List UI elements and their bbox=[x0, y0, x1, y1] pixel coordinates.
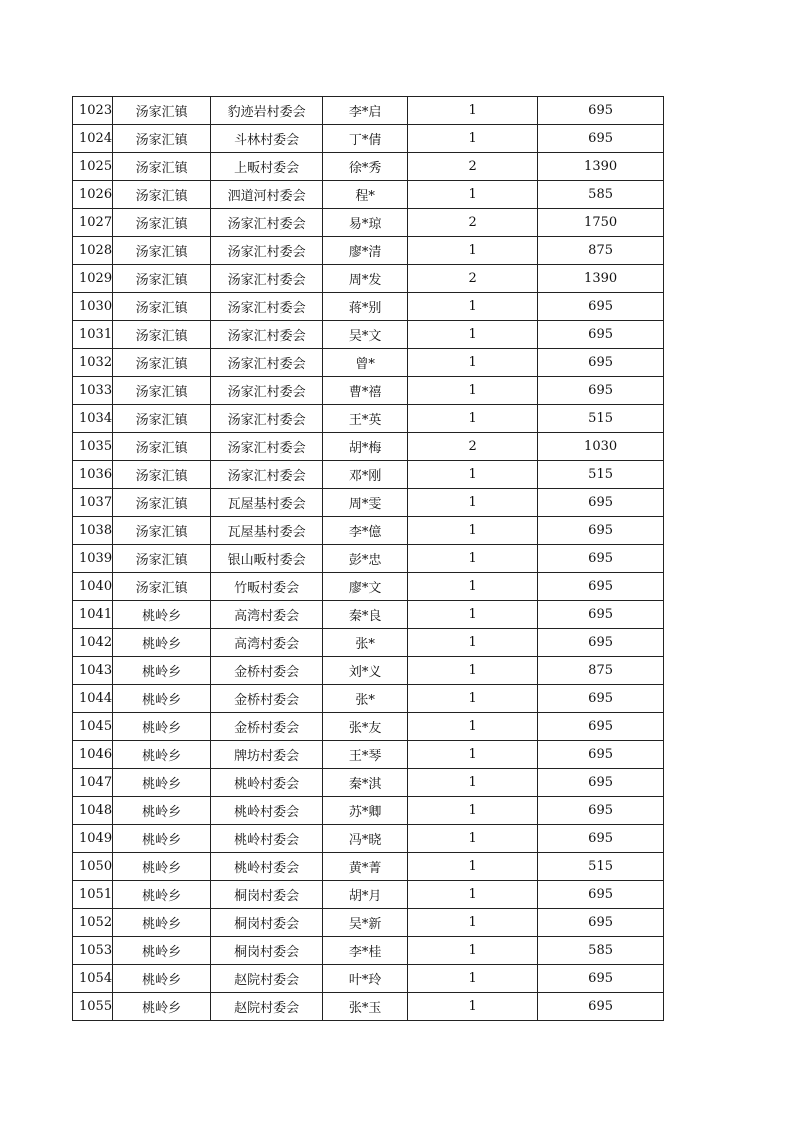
amount-cell: 875 bbox=[538, 237, 664, 265]
row-number-cell: 1052 bbox=[73, 909, 113, 937]
name-cell: 秦*淇 bbox=[323, 769, 408, 797]
count-cell: 1 bbox=[408, 349, 538, 377]
table-row bbox=[73, 405, 664, 433]
amount-cell: 585 bbox=[538, 937, 664, 965]
village-committee-cell: 桐岗村委会 bbox=[211, 937, 323, 965]
name-cell: 周*发 bbox=[323, 265, 408, 293]
name-cell: 曹*禧 bbox=[323, 377, 408, 405]
town-cell: 汤家汇镇 bbox=[113, 517, 211, 545]
village-committee-cell: 泗道河村委会 bbox=[211, 181, 323, 209]
row-number-cell: 1046 bbox=[73, 741, 113, 769]
count-cell: 1 bbox=[408, 489, 538, 517]
name-cell: 刘*义 bbox=[323, 657, 408, 685]
row-number-cell: 1025 bbox=[73, 153, 113, 181]
village-committee-cell: 汤家汇村委会 bbox=[211, 433, 323, 461]
village-committee-cell: 桃岭村委会 bbox=[211, 853, 323, 881]
table-row bbox=[73, 237, 664, 265]
count-cell: 1 bbox=[408, 237, 538, 265]
name-cell: 吴*新 bbox=[323, 909, 408, 937]
count-cell: 1 bbox=[408, 657, 538, 685]
table-row bbox=[73, 461, 664, 489]
table-row bbox=[73, 685, 664, 713]
village-committee-cell: 赵院村委会 bbox=[211, 965, 323, 993]
name-cell: 黄*菁 bbox=[323, 853, 408, 881]
row-number-cell: 1032 bbox=[73, 349, 113, 377]
town-cell: 桃岭乡 bbox=[113, 853, 211, 881]
name-cell: 曾* bbox=[323, 349, 408, 377]
town-cell: 汤家汇镇 bbox=[113, 293, 211, 321]
amount-cell: 695 bbox=[538, 545, 664, 573]
amount-cell: 695 bbox=[538, 321, 664, 349]
table-row bbox=[73, 629, 664, 657]
amount-cell: 695 bbox=[538, 517, 664, 545]
count-cell: 1 bbox=[408, 965, 538, 993]
village-committee-cell: 汤家汇村委会 bbox=[211, 405, 323, 433]
count-cell: 1 bbox=[408, 601, 538, 629]
table-row bbox=[73, 489, 664, 517]
data-table bbox=[72, 96, 664, 1021]
table-row bbox=[73, 769, 664, 797]
village-committee-cell: 金桥村委会 bbox=[211, 713, 323, 741]
table-row bbox=[73, 517, 664, 545]
row-number-cell: 1048 bbox=[73, 797, 113, 825]
amount-cell: 515 bbox=[538, 405, 664, 433]
name-cell: 徐*秀 bbox=[323, 153, 408, 181]
village-committee-cell: 桐岗村委会 bbox=[211, 881, 323, 909]
row-number-cell: 1043 bbox=[73, 657, 113, 685]
row-number-cell: 1035 bbox=[73, 433, 113, 461]
town-cell: 汤家汇镇 bbox=[113, 153, 211, 181]
table-row bbox=[73, 713, 664, 741]
town-cell: 汤家汇镇 bbox=[113, 349, 211, 377]
row-number-cell: 1042 bbox=[73, 629, 113, 657]
count-cell: 1 bbox=[408, 293, 538, 321]
village-committee-cell: 汤家汇村委会 bbox=[211, 265, 323, 293]
amount-cell: 695 bbox=[538, 993, 664, 1021]
amount-cell: 695 bbox=[538, 573, 664, 601]
town-cell: 桃岭乡 bbox=[113, 741, 211, 769]
row-number-cell: 1040 bbox=[73, 573, 113, 601]
village-committee-cell: 桐岗村委会 bbox=[211, 909, 323, 937]
amount-cell: 695 bbox=[538, 349, 664, 377]
name-cell: 胡*月 bbox=[323, 881, 408, 909]
name-cell: 张* bbox=[323, 685, 408, 713]
village-committee-cell: 桃岭村委会 bbox=[211, 797, 323, 825]
village-committee-cell: 桃岭村委会 bbox=[211, 769, 323, 797]
name-cell: 周*雯 bbox=[323, 489, 408, 517]
town-cell: 汤家汇镇 bbox=[113, 321, 211, 349]
table-row bbox=[73, 181, 664, 209]
amount-cell: 695 bbox=[538, 377, 664, 405]
table-row bbox=[73, 993, 664, 1021]
name-cell: 王*琴 bbox=[323, 741, 408, 769]
table-row bbox=[73, 657, 664, 685]
village-committee-cell: 瓦屋基村委会 bbox=[211, 489, 323, 517]
town-cell: 汤家汇镇 bbox=[113, 237, 211, 265]
village-committee-cell: 银山畈村委会 bbox=[211, 545, 323, 573]
name-cell: 邓*刚 bbox=[323, 461, 408, 489]
town-cell: 汤家汇镇 bbox=[113, 433, 211, 461]
table-row bbox=[73, 937, 664, 965]
village-committee-cell: 豹迹岩村委会 bbox=[211, 97, 323, 125]
table-row bbox=[73, 797, 664, 825]
row-number-cell: 1054 bbox=[73, 965, 113, 993]
count-cell: 1 bbox=[408, 517, 538, 545]
row-number-cell: 1038 bbox=[73, 517, 113, 545]
row-number-cell: 1030 bbox=[73, 293, 113, 321]
row-number-cell: 1037 bbox=[73, 489, 113, 517]
town-cell: 汤家汇镇 bbox=[113, 489, 211, 517]
row-number-cell: 1028 bbox=[73, 237, 113, 265]
amount-cell: 875 bbox=[538, 657, 664, 685]
row-number-cell: 1033 bbox=[73, 377, 113, 405]
village-committee-cell: 汤家汇村委会 bbox=[211, 237, 323, 265]
count-cell: 1 bbox=[408, 881, 538, 909]
name-cell: 秦*良 bbox=[323, 601, 408, 629]
village-committee-cell: 汤家汇村委会 bbox=[211, 461, 323, 489]
village-committee-cell: 高湾村委会 bbox=[211, 629, 323, 657]
town-cell: 汤家汇镇 bbox=[113, 573, 211, 601]
row-number-cell: 1053 bbox=[73, 937, 113, 965]
town-cell: 汤家汇镇 bbox=[113, 209, 211, 237]
village-committee-cell: 汤家汇村委会 bbox=[211, 209, 323, 237]
amount-cell: 695 bbox=[538, 293, 664, 321]
table-row bbox=[73, 153, 664, 181]
amount-cell: 695 bbox=[538, 965, 664, 993]
village-committee-cell: 金桥村委会 bbox=[211, 685, 323, 713]
count-cell: 1 bbox=[408, 321, 538, 349]
town-cell: 桃岭乡 bbox=[113, 769, 211, 797]
table-row bbox=[73, 293, 664, 321]
amount-cell: 695 bbox=[538, 769, 664, 797]
amount-cell: 695 bbox=[538, 125, 664, 153]
town-cell: 汤家汇镇 bbox=[113, 377, 211, 405]
amount-cell: 1030 bbox=[538, 433, 664, 461]
count-cell: 1 bbox=[408, 545, 538, 573]
table-row bbox=[73, 909, 664, 937]
town-cell: 桃岭乡 bbox=[113, 629, 211, 657]
table-row bbox=[73, 349, 664, 377]
village-committee-cell: 汤家汇村委会 bbox=[211, 321, 323, 349]
table-row bbox=[73, 601, 664, 629]
amount-cell: 695 bbox=[538, 825, 664, 853]
amount-cell: 695 bbox=[538, 797, 664, 825]
name-cell: 王*英 bbox=[323, 405, 408, 433]
town-cell: 桃岭乡 bbox=[113, 657, 211, 685]
town-cell: 汤家汇镇 bbox=[113, 181, 211, 209]
amount-cell: 1390 bbox=[538, 153, 664, 181]
row-number-cell: 1049 bbox=[73, 825, 113, 853]
village-committee-cell: 汤家汇村委会 bbox=[211, 349, 323, 377]
row-number-cell: 1031 bbox=[73, 321, 113, 349]
table-row bbox=[73, 97, 664, 125]
count-cell: 1 bbox=[408, 125, 538, 153]
row-number-cell: 1036 bbox=[73, 461, 113, 489]
amount-cell: 695 bbox=[538, 713, 664, 741]
name-cell: 程* bbox=[323, 181, 408, 209]
town-cell: 桃岭乡 bbox=[113, 825, 211, 853]
table-row bbox=[73, 433, 664, 461]
row-number-cell: 1024 bbox=[73, 125, 113, 153]
count-cell: 2 bbox=[408, 265, 538, 293]
count-cell: 1 bbox=[408, 685, 538, 713]
amount-cell: 515 bbox=[538, 461, 664, 489]
name-cell: 李*启 bbox=[323, 97, 408, 125]
amount-cell: 695 bbox=[538, 489, 664, 517]
town-cell: 桃岭乡 bbox=[113, 797, 211, 825]
town-cell: 桃岭乡 bbox=[113, 965, 211, 993]
name-cell: 叶*玲 bbox=[323, 965, 408, 993]
name-cell: 张*玉 bbox=[323, 993, 408, 1021]
town-cell: 桃岭乡 bbox=[113, 909, 211, 937]
amount-cell: 585 bbox=[538, 181, 664, 209]
amount-cell: 695 bbox=[538, 97, 664, 125]
table-row bbox=[73, 573, 664, 601]
name-cell: 丁*倩 bbox=[323, 125, 408, 153]
count-cell: 1 bbox=[408, 797, 538, 825]
village-committee-cell: 高湾村委会 bbox=[211, 601, 323, 629]
count-cell: 1 bbox=[408, 853, 538, 881]
row-number-cell: 1026 bbox=[73, 181, 113, 209]
count-cell: 1 bbox=[408, 937, 538, 965]
name-cell: 蒋*别 bbox=[323, 293, 408, 321]
village-committee-cell: 汤家汇村委会 bbox=[211, 293, 323, 321]
count-cell: 1 bbox=[408, 181, 538, 209]
row-number-cell: 1044 bbox=[73, 685, 113, 713]
count-cell: 1 bbox=[408, 573, 538, 601]
village-committee-cell: 赵院村委会 bbox=[211, 993, 323, 1021]
count-cell: 1 bbox=[408, 405, 538, 433]
name-cell: 彭*忠 bbox=[323, 545, 408, 573]
table-row bbox=[73, 741, 664, 769]
count-cell: 1 bbox=[408, 769, 538, 797]
amount-cell: 695 bbox=[538, 685, 664, 713]
name-cell: 张* bbox=[323, 629, 408, 657]
row-number-cell: 1027 bbox=[73, 209, 113, 237]
village-committee-cell: 上畈村委会 bbox=[211, 153, 323, 181]
name-cell: 李*億 bbox=[323, 517, 408, 545]
amount-cell: 695 bbox=[538, 881, 664, 909]
name-cell: 苏*卿 bbox=[323, 797, 408, 825]
table-row bbox=[73, 209, 664, 237]
count-cell: 2 bbox=[408, 209, 538, 237]
name-cell: 张*友 bbox=[323, 713, 408, 741]
town-cell: 汤家汇镇 bbox=[113, 461, 211, 489]
name-cell: 冯*晓 bbox=[323, 825, 408, 853]
row-number-cell: 1041 bbox=[73, 601, 113, 629]
amount-cell: 695 bbox=[538, 601, 664, 629]
row-number-cell: 1047 bbox=[73, 769, 113, 797]
count-cell: 1 bbox=[408, 993, 538, 1021]
town-cell: 汤家汇镇 bbox=[113, 97, 211, 125]
village-committee-cell: 牌坊村委会 bbox=[211, 741, 323, 769]
count-cell: 1 bbox=[408, 629, 538, 657]
town-cell: 汤家汇镇 bbox=[113, 265, 211, 293]
row-number-cell: 1023 bbox=[73, 97, 113, 125]
name-cell: 李*桂 bbox=[323, 937, 408, 965]
count-cell: 2 bbox=[408, 153, 538, 181]
amount-cell: 1390 bbox=[538, 265, 664, 293]
count-cell: 1 bbox=[408, 713, 538, 741]
amount-cell: 695 bbox=[538, 741, 664, 769]
row-number-cell: 1051 bbox=[73, 881, 113, 909]
amount-cell: 515 bbox=[538, 853, 664, 881]
table-row bbox=[73, 545, 664, 573]
table-row bbox=[73, 965, 664, 993]
name-cell: 胡*梅 bbox=[323, 433, 408, 461]
row-number-cell: 1050 bbox=[73, 853, 113, 881]
table-row bbox=[73, 825, 664, 853]
table-row bbox=[73, 265, 664, 293]
town-cell: 汤家汇镇 bbox=[113, 125, 211, 153]
row-number-cell: 1055 bbox=[73, 993, 113, 1021]
town-cell: 桃岭乡 bbox=[113, 881, 211, 909]
count-cell: 1 bbox=[408, 741, 538, 769]
amount-cell: 695 bbox=[538, 629, 664, 657]
town-cell: 桃岭乡 bbox=[113, 685, 211, 713]
count-cell: 1 bbox=[408, 377, 538, 405]
row-number-cell: 1029 bbox=[73, 265, 113, 293]
town-cell: 桃岭乡 bbox=[113, 713, 211, 741]
name-cell: 廖*文 bbox=[323, 573, 408, 601]
row-number-cell: 1045 bbox=[73, 713, 113, 741]
table-body bbox=[73, 97, 664, 1021]
village-committee-cell: 斗林村委会 bbox=[211, 125, 323, 153]
name-cell: 吴*文 bbox=[323, 321, 408, 349]
town-cell: 汤家汇镇 bbox=[113, 545, 211, 573]
town-cell: 汤家汇镇 bbox=[113, 405, 211, 433]
count-cell: 1 bbox=[408, 461, 538, 489]
village-committee-cell: 竹畈村委会 bbox=[211, 573, 323, 601]
village-committee-cell: 汤家汇村委会 bbox=[211, 377, 323, 405]
table-row bbox=[73, 377, 664, 405]
table-row bbox=[73, 321, 664, 349]
count-cell: 2 bbox=[408, 433, 538, 461]
name-cell: 易*琼 bbox=[323, 209, 408, 237]
amount-cell: 1750 bbox=[538, 209, 664, 237]
village-committee-cell: 瓦屋基村委会 bbox=[211, 517, 323, 545]
town-cell: 桃岭乡 bbox=[113, 993, 211, 1021]
table-row bbox=[73, 881, 664, 909]
village-committee-cell: 桃岭村委会 bbox=[211, 825, 323, 853]
row-number-cell: 1039 bbox=[73, 545, 113, 573]
count-cell: 1 bbox=[408, 909, 538, 937]
town-cell: 桃岭乡 bbox=[113, 937, 211, 965]
count-cell: 1 bbox=[408, 97, 538, 125]
amount-cell: 695 bbox=[538, 909, 664, 937]
table-row bbox=[73, 125, 664, 153]
count-cell: 1 bbox=[408, 825, 538, 853]
row-number-cell: 1034 bbox=[73, 405, 113, 433]
village-committee-cell: 金桥村委会 bbox=[211, 657, 323, 685]
name-cell: 廖*清 bbox=[323, 237, 408, 265]
town-cell: 桃岭乡 bbox=[113, 601, 211, 629]
table-row bbox=[73, 853, 664, 881]
